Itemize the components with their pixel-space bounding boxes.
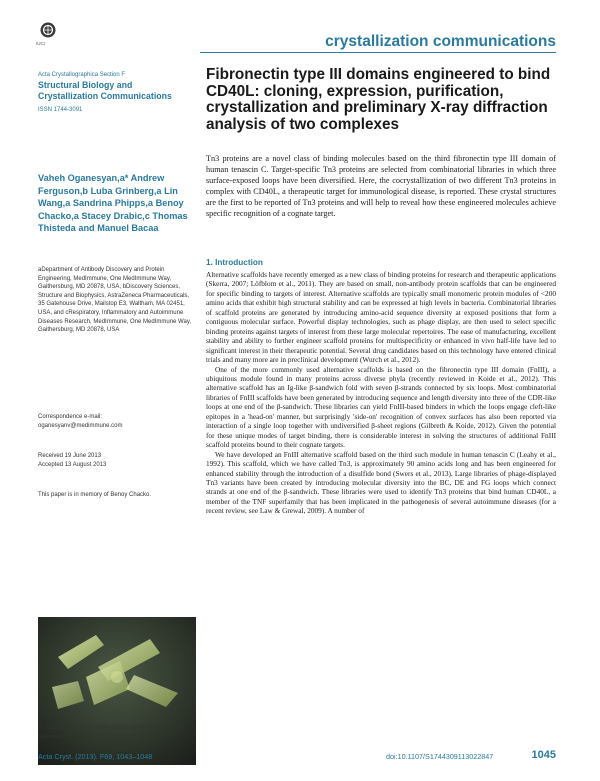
iucr-logo-icon [40,22,56,38]
correspondence [38,413,193,430]
received-date: Received 19 June 2013 [38,453,102,459]
logo-text: IUCr [36,41,46,46]
journal-name: Structural Biology and Crystallization Communications [38,80,172,101]
body-paragraph: One of the more commonly used alternative scaffolds is based on the fibronectin type III domain (FnIII), a ubiquitous module found in many proteins across diverse phyla (recently reviewed in Koide et al., 2012). This alternative scaffold has an Ig-like β-sandwich fold with seven β-strands connected by six loops. Most combinatorial libraries of FnIII scaffolds have been generated by introducing sequence and length diversity into three of the CDR-like loops at one end of the β-sandwich. These libraries can yield FnIII-based binders in which the loops engage cleft-like epitopes in a 'head-on' manner, but surprisingly 'side-on' recognition of convex surfaces has also been reported via interaction of a single loop together with undiversified β-sheet regions (Gilbreth & Koide, 2012). Given the potential for these unique modes of target binding, there is considerable interest in solving the structures of additional FnIII scaffold proteins bound to their cognate targets. [206,364,556,450]
footer-doi[interactable]: doi:10.1107/S1744309113022847 [386,752,494,761]
correspondence-label: Correspondence e-mail: [38,414,103,420]
header-rule [200,52,556,53]
article-dates [38,452,193,470]
body-paragraph: We have developed an FnIII alternative scaffold based on the third such module in human tenascin C (Leahy et al., 1992). This scaffold, which we have called Tn3, is approximately 90 amino acids long and has been engineered for enhanced stability through the introduction of a disulfide bond (Swers et al., 2013). Large libraries of phage-displayed Tn3 variants have been created by introducing molecular diversity into the BC, DE and FG loops which connect strands at one end of the β-sandwich. These libraries were used to identify Tn3 proteins that bind human CD40L, a member of the TNF superfamily that has been implicated in the pathogenesis of several autoimmune diseases (for a recent review, see Law & Grewal, 2009). A number of [206,449,556,516]
issn: ISSN 1744-3091 [38,107,83,113]
journal-section: Acta Crystallographica Section F [38,72,126,78]
copyright-notice: © 2013 International Union of Crystallography All rights reserved [38,725,184,740]
affiliations: aDepartment of Antibody Discovery and Protein Engineering, MedImmune, One MedImmune Way, Gaithersburg, MD 20878, USA, bDiscovery Sciences, Structure and Biophysics, AstraZeneca Pharmaceuticals, 35 Gatehouse Drive, Mailstop E3, Waltham, MA 02451, USA, and cRespiratory, Inflammatory and Autoimmune Diseases Research, MedImmune, One MedImmune Way, Gaithersburg, MD 20878, USA [38,267,192,334]
crystal-photo [38,617,196,765]
abstract: Tn3 proteins are a novel class of binding molecules based on the third fibronectin type III domain of human tenascin C. Target-specific Tn3 proteins are selected from combinatorial libraries in which three surface-exposed loops have been diversified. Here, the cocrystallization of two different Tn3 proteins in complex with CD40L, a therapeutic target for immunological disease, is reported. These crystal structures are the first to be reported of Tn3 proteins and will help to reveal how these engineered molecules achieve specific recognition of a cognate target. [206,154,556,218]
journal-info [38,72,193,113]
footer-citation: Acta Cryst. (2013). F69, 1043–1048 [38,752,153,761]
section-heading: 1. Introduction [206,258,263,267]
page-number: 1045 [531,749,556,761]
article-title: Fibronectin type III domains engineered to bind CD40L: cloning, expression, purification, crystallization and preliminary X-ray diffraction analysis of two complexes [206,66,551,133]
correspondence-email[interactable]: oganesyanv@medimmune.com [38,422,123,429]
memorial-note: This paper is in memory of Benoy Chacko. [38,492,152,498]
body-paragraph: Alternative scaffolds have recently emerged as a new class of binding proteins for research and therapeutic applications (Skerra, 2007; Löfblom et al., 2011). They are based on small, non-antibody protein scaffolds that can be engineered for specific binding to targets of interest. Alternative scaffolds are typically small monomeric protein modules of <200 amino acids that exhibit high structural stability and can be expressed at high levels in bacteria. Combinatorial libraries of scaffold proteins are generated by introducing amino-acid sequence diversity at exposed positions that form a contiguous molecular surface. Powerful display technologies, such as phage display, are then used to select specific binding proteins against targets of interest from these large molecular repertoires. The ease of manufacturing, excellent stability and ability to further engineer scaffold proteins for multispecificity or enhanced in vivo half-life have led to significant interest in their therapeutic potential. Several drug candidates based on this technology have entered clinical trials and many more are in preclinical development (Wurch et al., 2012). [206,270,556,365]
body-text [206,270,556,516]
author-list: Vaheh Oganesyan,a* Andrew Ferguson,b Luba Grinberg,a Lin Wang,a Sandrina Phipps,a Benoy Chacko,a Stacey Drabic,c Thomas Thisteda and Manuel Bacaa [38,173,188,233]
accepted-date: Accepted 13 August 2013 [38,462,107,468]
journal-section-header: crystallization communications [325,33,556,50]
